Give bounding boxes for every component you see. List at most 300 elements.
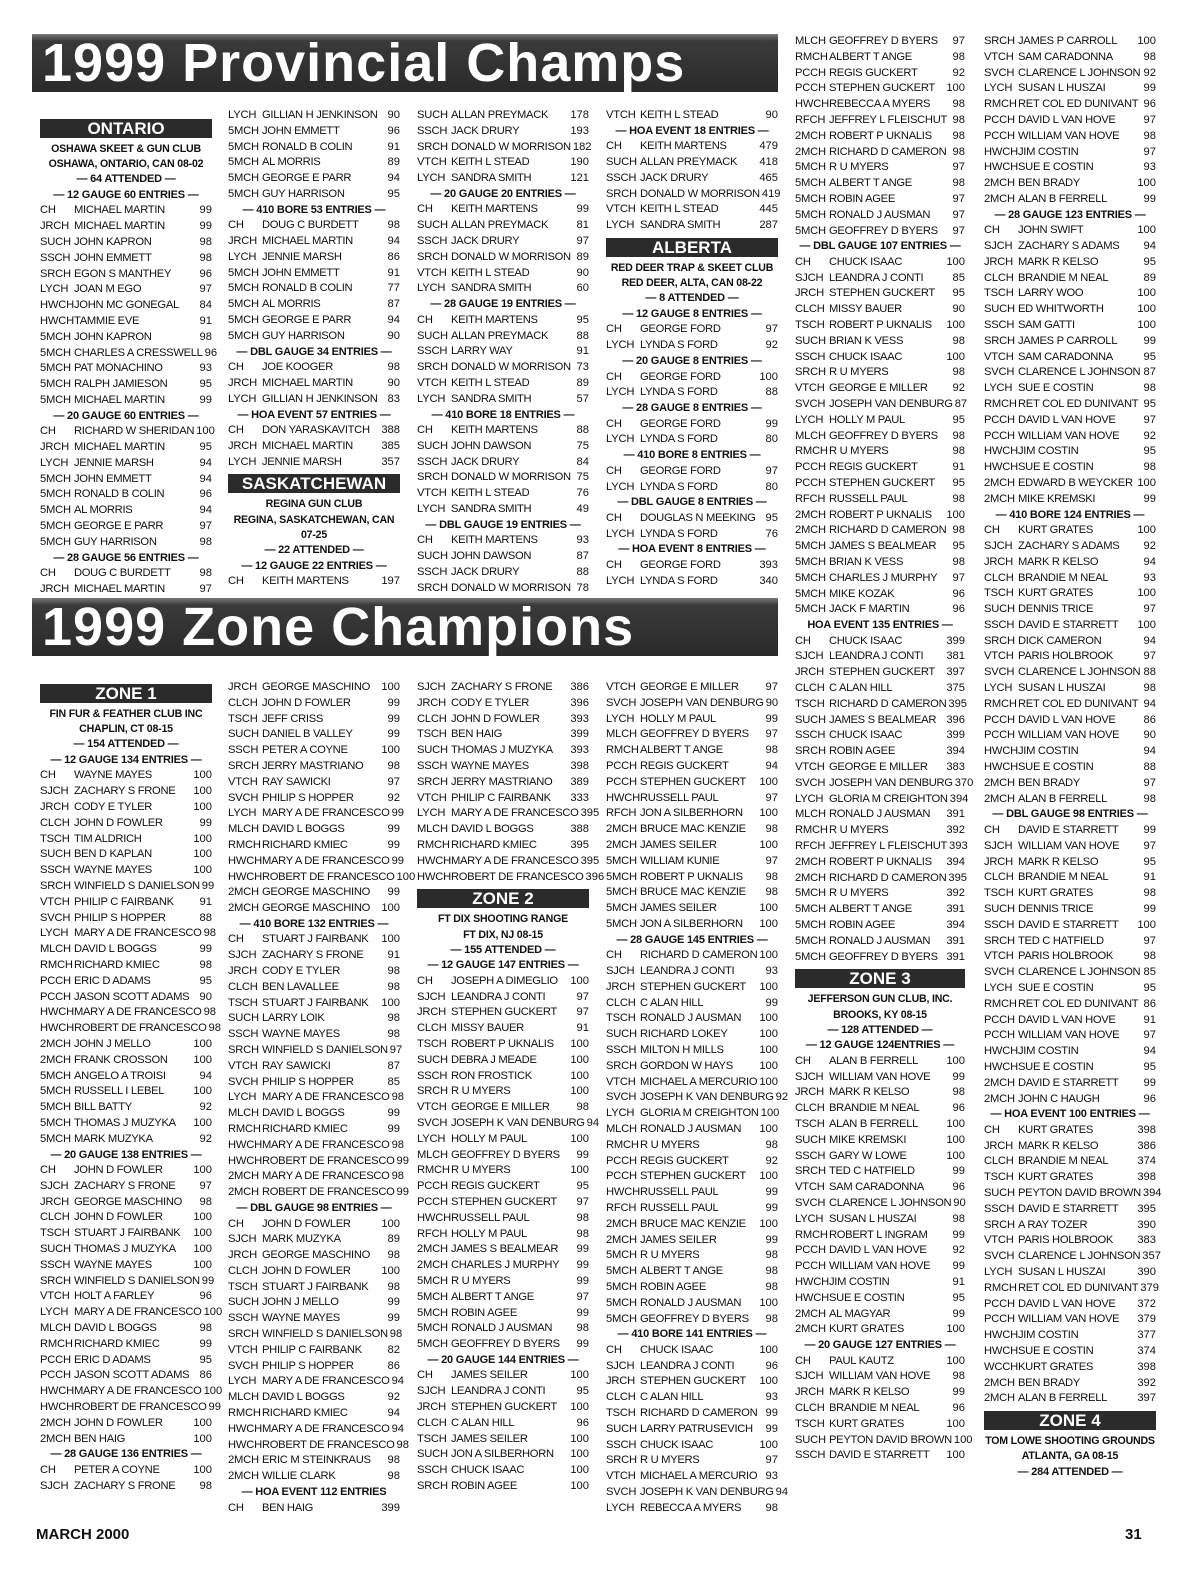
category-code: 5MCH bbox=[40, 488, 71, 501]
result-row bbox=[417, 1463, 589, 1479]
shooter-name: PAUL KAUTZ bbox=[829, 1354, 894, 1367]
result-row bbox=[606, 1406, 778, 1422]
category-code: 5MCH bbox=[795, 903, 826, 916]
score: 91 bbox=[952, 461, 965, 474]
result-row bbox=[795, 1291, 965, 1307]
category-code: HWCH bbox=[417, 870, 451, 883]
result-row bbox=[606, 1453, 778, 1469]
category-code: SUCH bbox=[795, 334, 826, 347]
score: 98 bbox=[199, 1322, 212, 1334]
result-row bbox=[606, 1059, 778, 1075]
result-row bbox=[606, 139, 778, 155]
category-code: PCCH bbox=[984, 713, 1015, 726]
event-heading: — DBL GAUGE 34 ENTRIES — bbox=[236, 345, 392, 358]
category-code: 5MCH bbox=[228, 298, 259, 311]
result-row bbox=[606, 775, 778, 791]
score: 100 bbox=[946, 1133, 965, 1146]
score: 372 bbox=[1137, 1297, 1156, 1310]
result-row bbox=[40, 330, 212, 346]
category-code: SSCH bbox=[417, 1069, 448, 1082]
category-code: SRCH bbox=[417, 581, 448, 594]
shooter-name: JOHN SWIFT bbox=[1018, 224, 1084, 237]
score: 333 bbox=[570, 791, 589, 804]
shooter-name: MICHAEL MARTIN bbox=[74, 393, 165, 406]
shooter-name: SUE E COSTIN bbox=[1018, 382, 1094, 395]
result-row bbox=[795, 397, 968, 413]
result-row bbox=[417, 1306, 589, 1322]
result-row bbox=[40, 361, 212, 377]
result-row bbox=[228, 376, 400, 392]
category-code: 2MCH bbox=[606, 838, 637, 851]
category-code: JRCH bbox=[984, 555, 1014, 568]
result-row bbox=[606, 996, 778, 1012]
score: 396 bbox=[570, 696, 589, 709]
score: 87 bbox=[1143, 366, 1156, 379]
category-code: SRCH bbox=[40, 267, 71, 280]
score: 90 bbox=[765, 109, 778, 121]
score: 95 bbox=[387, 187, 400, 200]
event-heading: — 410 BORE 8 ENTRIES — bbox=[623, 449, 761, 462]
score: 99 bbox=[387, 696, 400, 709]
result-row bbox=[228, 1027, 400, 1043]
shooter-name: MISSY BAUER bbox=[451, 1022, 524, 1035]
shooter-name: RICHARD D CAMERON bbox=[829, 697, 947, 710]
category-code: TSCH bbox=[40, 832, 70, 845]
score: 95 bbox=[1143, 1060, 1156, 1073]
result-row bbox=[795, 823, 965, 839]
shooter-name: JOHN DAWSON bbox=[451, 550, 532, 563]
score: 76 bbox=[765, 527, 778, 540]
result-row bbox=[40, 203, 212, 219]
score: 99 bbox=[952, 1228, 965, 1241]
result-row bbox=[40, 895, 212, 911]
score: 93 bbox=[1143, 161, 1156, 174]
category-code: HWCH bbox=[984, 445, 1018, 458]
score: 97 bbox=[576, 1290, 589, 1303]
category-code: VTCH bbox=[984, 50, 1014, 63]
shooter-name: DAVID L BOGGS bbox=[451, 823, 534, 836]
score: 98 bbox=[952, 334, 965, 347]
category-code: CLCH bbox=[417, 712, 447, 725]
score: 385 bbox=[381, 439, 400, 452]
result-row bbox=[40, 942, 212, 958]
category-code: RMCH bbox=[984, 398, 1017, 411]
score: 395 bbox=[580, 807, 600, 820]
result-row bbox=[417, 439, 589, 455]
result-row bbox=[606, 1264, 778, 1280]
shooter-name: RET COL ED DUNIVANT bbox=[1018, 697, 1139, 710]
result-row bbox=[984, 1344, 1156, 1360]
category-code: SJCH bbox=[606, 965, 635, 978]
result-row bbox=[795, 602, 965, 618]
score: 99 bbox=[387, 823, 400, 836]
score: 99 bbox=[387, 1123, 400, 1136]
shooter-name: RICHARD LOKEY bbox=[640, 1028, 728, 1041]
shooter-name: RICHARD KMIEC bbox=[262, 1123, 348, 1136]
result-row bbox=[606, 432, 778, 448]
result-row bbox=[795, 1259, 965, 1275]
shooter-name: RONALD J AUSMAN bbox=[829, 934, 931, 947]
score: 86 bbox=[387, 250, 400, 263]
category-code: VTCH bbox=[417, 156, 447, 169]
result-row bbox=[606, 948, 778, 964]
score: 98 bbox=[1143, 129, 1156, 142]
score: 479 bbox=[759, 140, 778, 153]
result-row bbox=[984, 413, 1156, 429]
shooter-name: RICHARD D CAMERON bbox=[829, 145, 947, 158]
score: 392 bbox=[946, 824, 965, 837]
result-row bbox=[606, 1390, 778, 1406]
shooter-name: R U MYERS bbox=[451, 1274, 511, 1287]
score: 100 bbox=[381, 902, 400, 915]
category-code: 5MCH bbox=[417, 1306, 448, 1319]
category-code: CH bbox=[417, 1369, 433, 1382]
shooter-name: RET COL ED DUNIVANT bbox=[1018, 997, 1139, 1010]
shooter-name: CODY E TYLER bbox=[451, 696, 530, 709]
category-code: LYCH bbox=[984, 981, 1013, 994]
shooter-name: C ALAN HILL bbox=[640, 1391, 704, 1404]
score: 99 bbox=[576, 1338, 589, 1351]
result-row bbox=[228, 1248, 400, 1264]
shooter-name: JASON SCOTT ADAMS bbox=[74, 1369, 190, 1382]
score: 90 bbox=[1143, 729, 1156, 742]
result-row bbox=[417, 1069, 589, 1085]
result-row bbox=[795, 1385, 965, 1401]
score: 121 bbox=[570, 172, 589, 185]
category-code: RMCH bbox=[228, 1123, 261, 1136]
score: 92 bbox=[952, 66, 965, 79]
score: 100 bbox=[759, 1296, 778, 1309]
shooter-name: SUE E COSTIN bbox=[1018, 1344, 1094, 1357]
category-code: RMCH bbox=[984, 997, 1017, 1010]
shooter-name: RUSSELL PAUL bbox=[829, 492, 908, 505]
shooter-name: CHUCK ISAAC bbox=[829, 350, 903, 363]
club-info: OSHAWA, ONTARIO, CAN 08-02 bbox=[48, 158, 204, 171]
shooter-name: BEN HAIG bbox=[74, 1432, 126, 1445]
shooter-name: RAY SAWICKI bbox=[262, 775, 331, 788]
shooter-name: ZACHARY S FRONE bbox=[451, 681, 553, 693]
score: 98 bbox=[387, 759, 400, 772]
shooter-name: CLARENCE L JOHNSON bbox=[1018, 66, 1141, 79]
score: 99 bbox=[1143, 492, 1156, 505]
category-code: RFCH bbox=[417, 1227, 448, 1240]
score: 90 bbox=[387, 329, 400, 342]
category-code: SUCH bbox=[417, 219, 448, 232]
result-row bbox=[984, 113, 1156, 129]
category-code: SRCH bbox=[40, 1274, 71, 1287]
shooter-name: ALAN B FERRELL bbox=[829, 1118, 919, 1131]
score: 394 bbox=[946, 855, 965, 868]
category-code: LYCH bbox=[228, 109, 257, 121]
category-code: PCCH bbox=[417, 1195, 448, 1208]
section-header: ALBERTA bbox=[606, 238, 778, 257]
shooter-name: MICHAEL A MERCURIO bbox=[640, 1075, 758, 1088]
result-row bbox=[606, 1011, 778, 1027]
score: 97 bbox=[1143, 839, 1156, 852]
result-row bbox=[795, 665, 965, 681]
shooter-name: JOSEPH A DIMEGLIO bbox=[451, 974, 558, 987]
score: 100 bbox=[570, 1400, 589, 1413]
score: 100 bbox=[1137, 524, 1156, 537]
shooter-name: MICHAEL MARTIN bbox=[74, 204, 165, 217]
shooter-name: DAVID L VAN HOVE bbox=[1018, 713, 1116, 726]
category-code: HWCH bbox=[40, 299, 74, 312]
shooter-name: MARK R KELSO bbox=[829, 1086, 910, 1099]
result-row bbox=[795, 413, 965, 429]
event-heading: — 64 ATTENDED — bbox=[76, 173, 176, 186]
category-code: 5MCH bbox=[795, 571, 826, 584]
event-heading: — DBL GAUGE 107 ENTRIES — bbox=[799, 240, 961, 253]
result-row bbox=[795, 508, 965, 524]
category-code: 5MCH bbox=[228, 140, 259, 153]
category-code: 5MCH bbox=[40, 330, 71, 343]
category-code: LYCH bbox=[606, 1501, 635, 1514]
category-code: CH bbox=[228, 933, 244, 946]
result-row bbox=[417, 791, 589, 807]
shooter-name: MILTON H MILLS bbox=[640, 1044, 724, 1057]
score: 100 bbox=[193, 1416, 212, 1429]
category-code: CH bbox=[984, 823, 1000, 836]
score: 98 bbox=[199, 1479, 212, 1492]
shooter-name: KEITH L STEAD bbox=[451, 266, 530, 279]
result-row bbox=[795, 1307, 965, 1323]
result-row bbox=[984, 523, 1156, 539]
shooter-name: ROBERT P UKNALIS bbox=[829, 508, 932, 521]
result-row bbox=[984, 965, 1156, 981]
score: 97 bbox=[199, 582, 212, 595]
shooter-name: ROBERT DE FRANCESCO bbox=[262, 1438, 395, 1451]
category-code: HWCH bbox=[417, 854, 451, 867]
shooter-name: HOLLY M PAUL bbox=[451, 1132, 527, 1145]
score: 88 bbox=[199, 911, 212, 924]
result-row bbox=[417, 1116, 600, 1132]
category-code: CLCH bbox=[40, 816, 70, 829]
shooter-name: RON FROSTICK bbox=[451, 1069, 532, 1082]
result-row bbox=[40, 911, 212, 927]
category-code: 2MCH bbox=[984, 792, 1015, 805]
score: 97 bbox=[765, 791, 778, 804]
shooter-name: BEN HAIG bbox=[451, 728, 503, 741]
result-row bbox=[417, 565, 589, 581]
result-row bbox=[606, 964, 778, 980]
shooter-name: C ALAN HILL bbox=[829, 682, 893, 695]
category-code: PCCH bbox=[417, 1180, 448, 1193]
score: 389 bbox=[570, 775, 589, 788]
category-code: 2MCH bbox=[984, 477, 1015, 490]
score: 94 bbox=[387, 172, 400, 185]
category-code: RMCH bbox=[984, 697, 1017, 710]
shooter-name: ROBIN AGEE bbox=[451, 1306, 518, 1319]
category-code: SSCH bbox=[795, 350, 826, 363]
shooter-name: R U MYERS bbox=[829, 161, 889, 174]
shooter-name: PETER A COYNE bbox=[74, 1463, 160, 1476]
shooter-name: TIM ALDRICH bbox=[74, 832, 142, 845]
shooter-name: KEITH L STEAD bbox=[451, 376, 530, 389]
category-code: SVCH bbox=[228, 791, 259, 804]
score: 81 bbox=[576, 219, 589, 232]
category-code: HWCH bbox=[40, 1006, 74, 1019]
score: 418 bbox=[759, 156, 778, 169]
score: 100 bbox=[570, 1448, 589, 1461]
category-code: PCCH bbox=[795, 1244, 826, 1257]
score: 80 bbox=[765, 433, 778, 446]
category-code: SJCH bbox=[795, 1370, 824, 1383]
score: 379 bbox=[1137, 1313, 1156, 1326]
category-code: TSCH bbox=[984, 587, 1014, 600]
category-code: MLCH bbox=[795, 808, 826, 821]
category-code: 5MCH bbox=[606, 1249, 637, 1262]
shooter-name: LEANDRA J CONTI bbox=[829, 271, 924, 284]
category-code: HWCH bbox=[795, 1291, 829, 1304]
shooter-name: LEANDRA J CONTI bbox=[451, 1385, 546, 1398]
shooter-name: SANDRA SMITH bbox=[451, 282, 532, 295]
category-code: HWCH bbox=[984, 461, 1018, 474]
result-row bbox=[40, 519, 212, 535]
score: 95 bbox=[576, 1385, 589, 1398]
category-code: SUCH bbox=[984, 303, 1015, 316]
category-code: SRCH bbox=[984, 35, 1015, 47]
result-row bbox=[417, 1227, 589, 1243]
shooter-name: ALAN B FERRELL bbox=[1018, 792, 1108, 805]
club-info: ATLANTA, GA 08-15 bbox=[1021, 1450, 1119, 1463]
category-code: HWCH bbox=[417, 1211, 451, 1224]
category-code: PCCH bbox=[984, 113, 1015, 126]
result-row bbox=[984, 476, 1156, 492]
club-info: OSHAWA SKEET & GUN CLUB bbox=[51, 143, 201, 155]
shooter-name: JAMES S BEALMEAR bbox=[451, 1243, 559, 1256]
result-row bbox=[984, 1044, 1156, 1060]
shooter-name: GILLIAN H JENKINSON bbox=[262, 109, 378, 121]
score: 91 bbox=[576, 345, 589, 358]
category-code: CH bbox=[228, 1217, 244, 1230]
shooter-name: ROBERT DE FRANCESCO bbox=[74, 1400, 207, 1413]
category-code: 2MCH bbox=[417, 1259, 448, 1272]
score: 99 bbox=[1143, 82, 1156, 95]
score: 98 bbox=[1143, 682, 1156, 695]
shooter-name: RALPH JAMIESON bbox=[74, 378, 168, 391]
score: 89 bbox=[387, 156, 400, 169]
score: 99 bbox=[576, 1148, 589, 1161]
score: 95 bbox=[1143, 981, 1156, 994]
club-info: CHAPLIN, CT 08-15 bbox=[79, 723, 173, 736]
score: 93 bbox=[576, 534, 589, 547]
category-code: LYCH bbox=[228, 250, 257, 263]
result-row bbox=[417, 806, 600, 822]
result-row bbox=[795, 918, 965, 934]
score: 86 bbox=[1143, 997, 1156, 1010]
category-code: SVCH bbox=[795, 1197, 826, 1209]
shooter-name: JOHN D FOWLER bbox=[74, 1164, 163, 1177]
shooter-name: JOHN J MELLO bbox=[74, 1037, 151, 1050]
category-code: RFCH bbox=[606, 807, 637, 820]
result-row bbox=[606, 574, 778, 590]
score: 99 bbox=[952, 1386, 965, 1399]
event-heading: — 28 GAUGE 123 ENTRIES — bbox=[994, 208, 1146, 221]
shooter-name: R U MYERS bbox=[451, 1085, 511, 1098]
result-row bbox=[40, 768, 212, 784]
category-code: 5MCH bbox=[606, 1280, 637, 1293]
shooter-name: GEOFFREY D BYERS bbox=[829, 224, 938, 237]
score: 99 bbox=[952, 1307, 965, 1320]
category-code: LYCH bbox=[795, 792, 824, 805]
score: 396 bbox=[585, 870, 605, 883]
result-row bbox=[984, 145, 1156, 161]
result-row bbox=[228, 234, 400, 250]
category-code: SUCH bbox=[984, 603, 1015, 616]
result-row bbox=[984, 176, 1156, 192]
score: 99 bbox=[765, 1202, 778, 1214]
shooter-name: BRANDIE M NEAL bbox=[1018, 871, 1109, 884]
result-row bbox=[40, 456, 212, 472]
shooter-name: SUE E COSTIN bbox=[1018, 981, 1094, 994]
score: 98 bbox=[952, 429, 965, 442]
shooter-name: ALBERT T ANGE bbox=[829, 903, 912, 916]
shooter-name: SUSAN L HUSZAI bbox=[1018, 1265, 1106, 1278]
result-row bbox=[417, 990, 589, 1006]
shooter-name: GEORGE MASCHINO bbox=[262, 681, 371, 693]
score: 94 bbox=[387, 1407, 400, 1420]
result-row bbox=[984, 1218, 1156, 1234]
event-heading: — HOA EVENT 112 ENTRIES bbox=[241, 1486, 387, 1499]
result-row bbox=[795, 807, 965, 823]
shooter-name: DOUG C BURDETT bbox=[262, 219, 359, 232]
category-code: 5MCH bbox=[795, 224, 826, 237]
result-row bbox=[40, 1069, 212, 1085]
score: 99 bbox=[199, 1337, 212, 1350]
score: 100 bbox=[193, 1037, 212, 1050]
shooter-name: JACK DRURY bbox=[451, 565, 520, 578]
result-row bbox=[606, 854, 778, 870]
shooter-name: JACK DRURY bbox=[451, 235, 520, 248]
result-row bbox=[795, 1101, 965, 1117]
score: 85 bbox=[1143, 966, 1156, 979]
event-heading: — HOA EVENT 8 ENTRIES — bbox=[618, 543, 766, 556]
result-row bbox=[795, 192, 965, 208]
category-code: VTCH bbox=[984, 350, 1014, 363]
result-row bbox=[417, 1242, 589, 1258]
shooter-name: BRANDIE M NEAL bbox=[1018, 271, 1109, 284]
result-row bbox=[40, 1416, 212, 1432]
category-code: SJCH bbox=[40, 785, 69, 798]
category-code: SSCH bbox=[795, 729, 826, 742]
category-code: SSCH bbox=[417, 455, 448, 468]
score: 94 bbox=[1143, 634, 1156, 647]
shooter-name: BRIAN K VESS bbox=[829, 334, 904, 347]
score: 100 bbox=[381, 744, 400, 757]
shooter-name: JAMES SEILER bbox=[640, 1233, 717, 1246]
score: 94 bbox=[391, 1422, 405, 1435]
score: 394 bbox=[1142, 1186, 1162, 1199]
score: 100 bbox=[570, 1432, 589, 1445]
score: 98 bbox=[952, 98, 965, 111]
result-row bbox=[417, 124, 589, 140]
shooter-name: ERIC D ADAMS bbox=[74, 974, 151, 987]
score: 99 bbox=[765, 417, 778, 430]
score: 89 bbox=[576, 376, 589, 389]
category-code: SUCH bbox=[795, 1433, 826, 1446]
score: 94 bbox=[391, 1375, 405, 1388]
category-code: CH bbox=[417, 534, 433, 547]
event-heading: — 8 ATTENDED — bbox=[645, 292, 739, 305]
score: 95 bbox=[1143, 855, 1156, 868]
score: 96 bbox=[1143, 98, 1156, 111]
shooter-name: LARRY LOIK bbox=[262, 1012, 325, 1025]
shooter-name: SANDRA SMITH bbox=[451, 172, 532, 185]
category-code: LYCH bbox=[40, 456, 69, 469]
category-code: LYCH bbox=[228, 1375, 257, 1388]
result-row bbox=[417, 870, 605, 886]
score: 85 bbox=[952, 271, 965, 284]
